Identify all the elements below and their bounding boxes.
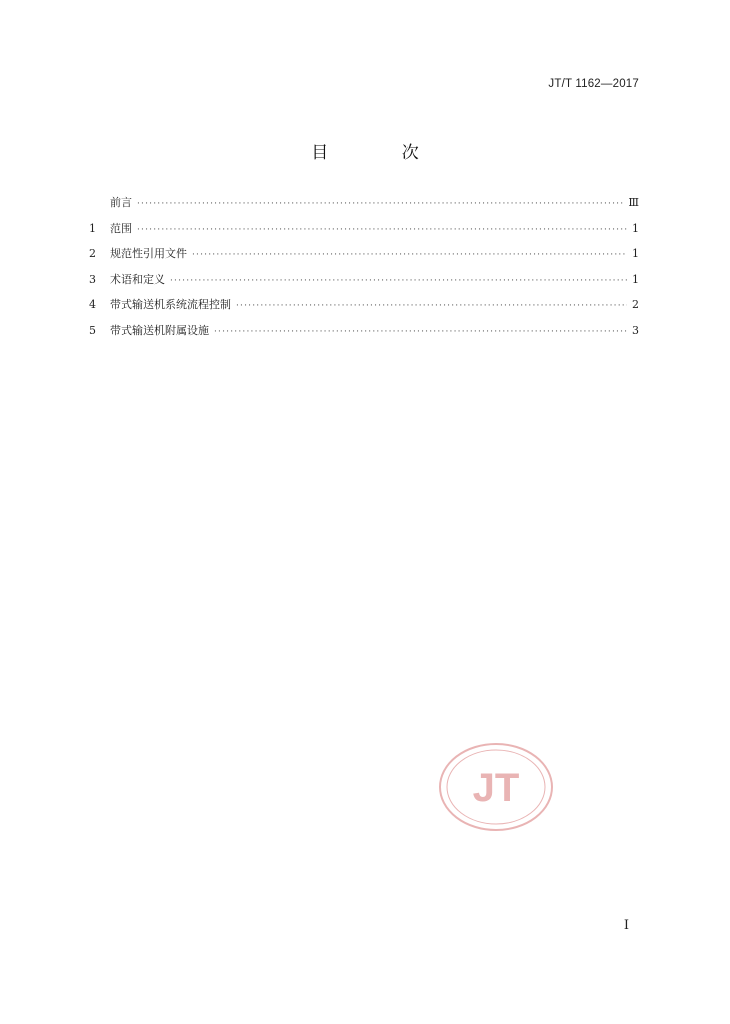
toc-entry-label: 术语和定义 (110, 272, 165, 286)
page-title: 目 次 (311, 143, 453, 163)
toc-entry-auxiliary-facilities[interactable] (89, 322, 639, 348)
toc-leader-dots (137, 225, 627, 235)
toc-entry-scope[interactable] (89, 220, 639, 246)
jt-watermark-logo (437, 741, 555, 833)
toc-leader-dots (192, 250, 627, 260)
toc-leader-dots (170, 276, 627, 286)
toc-entry-page: 1 (632, 247, 639, 260)
toc-leader-dots (214, 327, 627, 337)
toc-entry-label: 带式输送机系统流程控制 (110, 298, 231, 311)
toc-entry-foreword[interactable] (89, 194, 639, 220)
toc-entry-number: 1 (89, 221, 96, 235)
page-number: Ⅰ (623, 918, 629, 933)
document-code: JT/T 1162—2017 (548, 78, 639, 90)
toc-entry-number: 2 (89, 247, 96, 260)
toc-entry-label: 范围 (110, 221, 132, 235)
toc-entry-terms-definitions[interactable] (89, 271, 639, 297)
toc-entry-page: Ⅲ (628, 196, 639, 209)
toc-entry-label: 带式输送机附属设施 (110, 323, 209, 337)
toc-entry-label: 前言 (110, 196, 132, 209)
table-of-contents (89, 194, 639, 347)
toc-entry-number: 4 (89, 298, 96, 311)
toc-entry-page: 2 (632, 298, 639, 311)
toc-entry-page: 3 (632, 323, 639, 337)
watermark-text: JT (472, 766, 520, 810)
toc-entry-number: 5 (89, 323, 96, 337)
toc-entry-page: 1 (632, 272, 639, 286)
toc-entry-number: 3 (89, 272, 96, 286)
toc-entry-process-control[interactable] (89, 296, 639, 322)
toc-entry-page: 1 (632, 221, 639, 235)
toc-leader-dots (137, 199, 624, 209)
toc-entry-normative-references[interactable] (89, 245, 639, 271)
toc-leader-dots (236, 301, 627, 311)
toc-entry-label: 规范性引用文件 (110, 247, 187, 260)
